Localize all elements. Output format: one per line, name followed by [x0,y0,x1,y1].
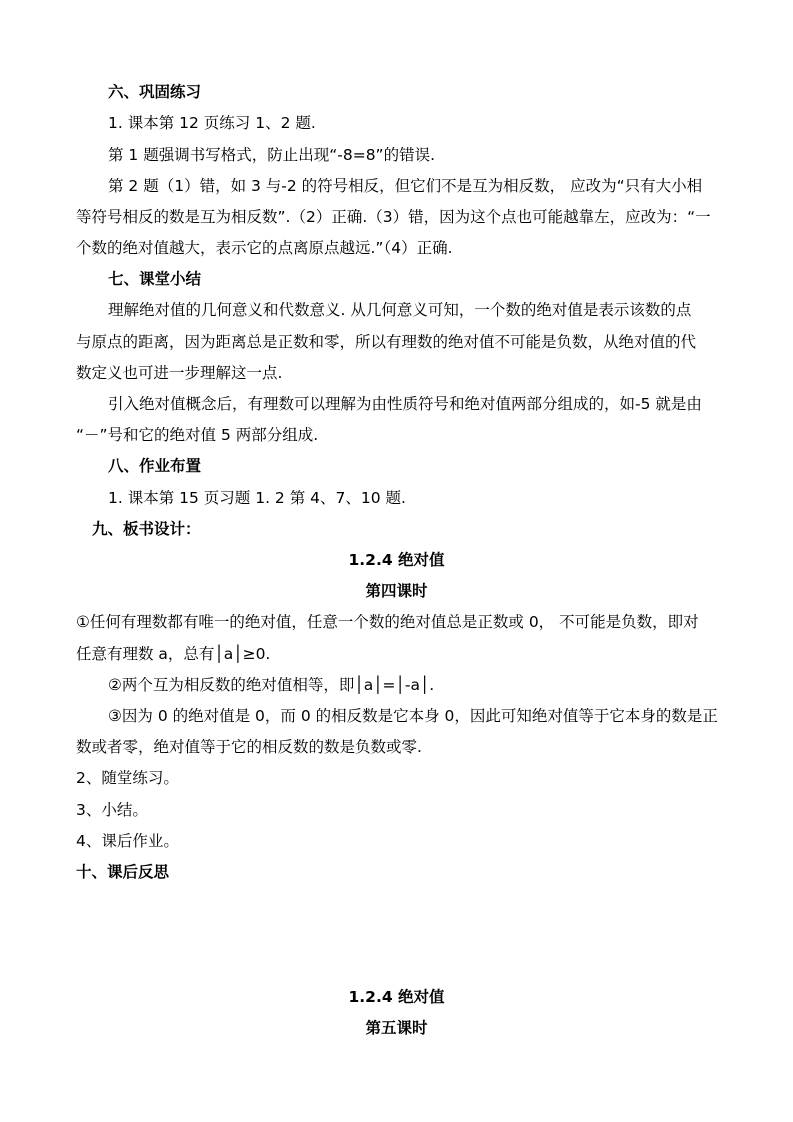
paragraph-line: ②两个互为相反数的绝对值相等，即│a│=│-a│. [108,676,435,694]
paragraph-line: 数定义也可进一步理解这一点. [76,364,283,382]
section-heading-reflection: 十、课后反思 [76,863,170,881]
paragraph-line: 1. 课本第 15 页习题 1. 2 第 4、7、10 题. [108,489,406,507]
paragraph-line: “－”号和它的绝对值 5 两部分组成. [76,426,319,444]
section-heading-homework: 八、作业布置 [108,457,202,475]
list-item: 3、小结。 [76,801,148,819]
paragraph-line: ③因为 0 的绝对值是 0，而 0 的相反数是它本身 0，因此可知绝对值等于它本身的数是正 [108,707,718,725]
section-heading-summary: 七、课堂小结 [108,270,202,288]
next-lesson-title: 1.2.4 绝对值 [348,988,445,1006]
paragraph-line: 引入绝对值概念后，有理数可以理解为由性质符号和绝对值两部分组成的，如-5 就是由 [108,395,702,413]
paragraph-line: 第 1 题强调书写格式，防止出现“-8=8”的错误. [108,146,436,164]
paragraph-line: 个数的绝对值越大，表示它的点离原点越远.”（4）正确. [76,239,453,257]
paragraph-line: 理解绝对值的几何意义和代数意义. 从几何意义可知，一个数的绝对值是表示该数的点 [108,301,692,319]
paragraph-line: 1. 课本第 12 页练习 1、2 题. [108,114,316,132]
board-title: 1.2.4 绝对值 [348,551,445,569]
paragraph-line: ①任何有理数都有唯一的绝对值，任意一个数的绝对值总是正数或 0， 不可能是负数，即对 [76,613,699,631]
list-item: 4、课后作业。 [76,832,179,850]
section-heading-consolidation: 六、巩固练习 [108,83,202,101]
paragraph-line: 与原点的距离，因为距离总是正数和零，所以有理数的绝对值不可能是负数，从绝对值的代 [76,333,697,351]
paragraph-line: 第 2 题（1）错，如 3 与-2 的符号相反，但它们不是互为相反数， 应改为“只有大小相 [108,177,703,195]
next-lesson-subtitle: 第五课时 [365,1019,428,1037]
paragraph-line: 数或者零，绝对值等于它的相反数的数是负数或零. [76,738,422,756]
paragraph-line: 任意有理数 a，总有│a│≥0. [76,645,271,663]
paragraph-line: 等符号相反的数是互为相反数”.（2）正确.（3）错，因为这个点也可能越靠左，应改为：“一 [76,208,711,226]
board-subtitle: 第四课时 [365,582,428,600]
section-heading-board-design: 九、板书设计： [92,520,201,538]
list-item: 2、随堂练习。 [76,769,179,787]
